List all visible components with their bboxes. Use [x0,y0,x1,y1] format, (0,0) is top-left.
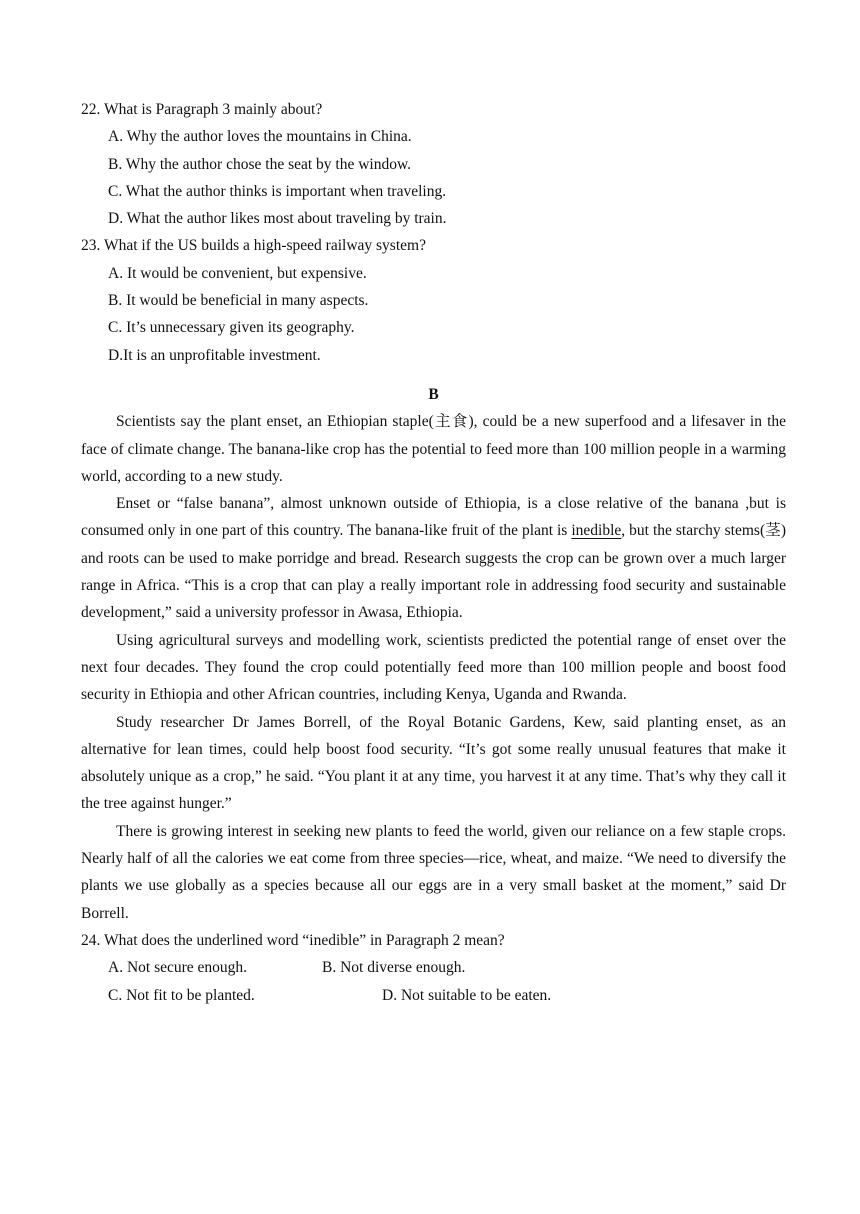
option-b: B. Why the author chose the seat by the window. [108,155,412,173]
paragraph-text: Enset or “false banana”, almost unknown outside of Ethiopia, is a close relative of the banana ,but is consumed only in one part of this country. The banana-like fruit of the plant is [81,495,786,540]
option-d: D. What the author likes most about traveling by train. [108,210,447,228]
option-a: A. It would be convenient, but expensive. [108,264,367,282]
option-c: C. It’s unnecessary given its geography. [108,319,355,337]
underlined-word: inedible [571,522,622,540]
option-a: A. Not secure enough. [108,959,248,977]
option-d: D.It is an unprofitable investment. [108,346,321,364]
option-a: A. Why the author loves the mountains in China. [108,128,412,146]
paragraph-text: , but the starchy stems(茎) and roots can be used to make porridge and bread. Research suggests the crop can be grown over a much larger range in Africa. “This is a crop that can play a really important role in addressing food security and sustainable development,” said a university professor in Awasa, Ethiopia. [81,522,786,622]
page-content [81,96,786,1009]
question-22 [81,96,786,232]
option-c: C. Not fit to be planted. [108,986,255,1004]
passage-paragraph-1: Scientists say the plant enset, an Ethiopian staple(主食), could be a new superfood and a lifesaver in the face of climate change. The banana-like crop has the potential to feed more than 100 million people in a warming world, according to a new study. [81,413,786,485]
passage-paragraph-2 [81,490,786,626]
question-stem: 22. What is Paragraph 3 mainly about? [81,101,323,118]
question-23 [81,232,786,368]
passage-heading: B [428,385,439,403]
option-b: B. Not diverse enough. [322,959,466,977]
question-stem: 23. What if the US builds a high-speed railway system? [81,237,426,255]
option-row-1 [81,954,786,981]
passage-paragraph-4: Study researcher Dr James Borrell, of the Royal Botanic Gardens, Kew, said planting enset, as an alternative for lean times, could help boost food security. “It’s got some really unusual features that make it absolutely unique as a crop,” he said. “You plant it at any time, you harvest it at any time. That’s why they call it the tree against hunger.” [81,713,786,813]
question-stem: 24. What does the underlined word “inedible” in Paragraph 2 mean? [81,931,505,949]
option-c: C. What the author thinks is important when traveling. [108,182,447,200]
question-24 [81,927,786,1009]
option-b: B. It would be beneficial in many aspects. [108,292,369,310]
option-d: D. Not suitable to be eaten. [382,986,552,1004]
passage-paragraph-3: Using agricultural surveys and modelling work, scientists predicted the potential range of enset over the next four decades. They found the crop could potentially feed more than 100 million people and boost food security in Ethiopia and other African countries, including Kenya, Uganda and Rwanda. [81,631,786,704]
option-row-2 [81,982,786,1009]
passage-paragraph-5: There is growing interest in seeking new plants to feed the world, given our reliance on a few staple crops. Nearly half of all the calories we eat come from three species—rice, wheat, and maize. “We need to diversify the plants we use globally as a species because all our eggs are in a very small basket at the moment,” said Dr Borrell. [81,822,786,922]
